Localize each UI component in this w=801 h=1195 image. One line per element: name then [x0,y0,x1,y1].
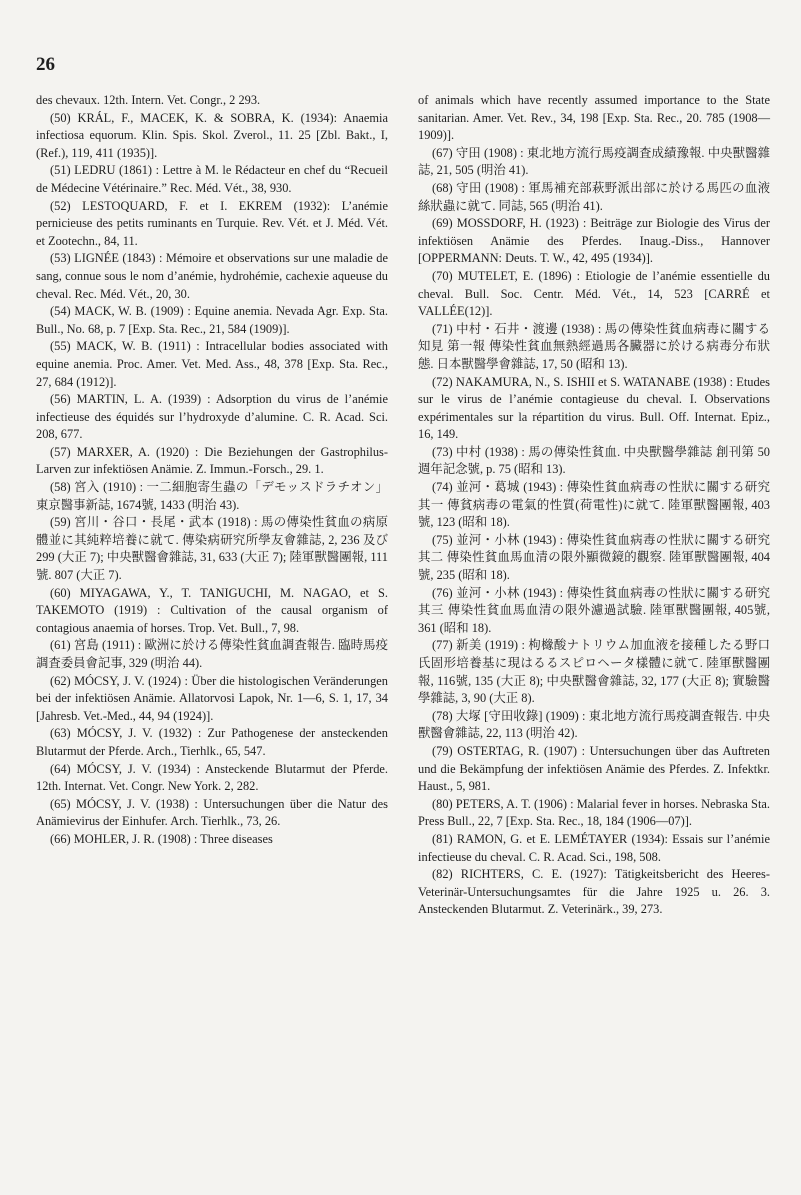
page-number: 26 [36,54,55,75]
reference-entry: (71) 中村・石井・渡邊 (1938) : 馬の傳染性貧血病毒に關する知見 第一報 傳染性貧血無熱經過馬各臟器に於ける病毒分布狀態. 日本獸醫學會雜誌, 17, 50 (昭和 13). [418,321,770,371]
reference-entry: (80) PETERS, A. T. (1906) : Malarial fever in horses. Nebraska Sta. Press Bull., 22, 7 [Exp. Sta. Rec., 18, 184 (1906—07)]. [418,796,770,829]
reference-entry: (70) MUTELET, E. (1896) : Etiologie de l’anémie essentielle du cheval. Bull. Soc. Centr. Méd. Vét., 14, 523 [CARRÉ et VALLÉE(12)]. [418,268,770,319]
reference-entry: (74) 並河・葛城 (1943) : 傳染性貧血病毒の性狀に關する研究 其一 傳貧病毒の電氣的性質(荷電性)に就て. 陸軍獸醫團報, 403號, 123 (昭和 18). [418,480,770,530]
reference-column-left [36,92,388,849]
reference-entry: (59) 宮川・谷口・長尾・武本 (1918) : 馬の傳染性貧血の病原體並に其純粹培養に就て. 傳染病研究所學友會雜誌, 2, 236 及び 299 (大正 7); 中央獸醫會雜誌, 31, 633 (大正 7); 陸軍獸醫團報, 111號. 807 (大正 7). [36,515,388,583]
reference-entry: (52) LESTOQUARD, F. et I. EKREM (1932): L’anémie pernicieuse des petits ruminants en Turquie. Rev. Vét. et J. Méd. Vét. et Zootechn., 84, 11. [36,198,388,248]
reference-entry: (57) MARXER, A. (1920) : Die Beziehungen der Gastrophilus-Larven zur infektiösen Anämie. Z. Immun.-Forsch., 29. 1. [36,444,388,477]
reference-entry: (55) MACK, W. B. (1911) : Intracellular bodies associated with equine anemia. Proc. Amer. Vet. Med. Ass., 48, 378 [Exp. Sta. Rec., 27, 684 (1912)]. [36,339,388,389]
reference-entry: (50) KRÁL, F., MACEK, K. & SOBRA, K. (1934): Anaemia infectiosa equorum. Klin. Spis. Skol. Zverol., 11. 25 [Zbl. Bakt., I, (Ref.), 119, 411 (1935)]. [36,110,388,160]
reference-entry: (64) MÓCSY, J. V. (1934) : Ansteckende Blutarmut der Pferde. 12th. Internat. Vet. Congr. New York. 2, 282. [36,761,388,794]
reference-entry: (67) 守田 (1908) : 東北地方流行馬疫調査成績豫報. 中央獸醫雜誌, 21, 505 (明治 41). [418,145,770,178]
reference-entry: (78) 大塚 [守田收錄] (1909) : 東北地方流行馬疫調査報告. 中央獸醫會雜誌, 22, 113 (明治 42). [418,708,770,741]
reference-entry: (81) RAMON, G. et E. LEMÉTAYER (1934): Essais sur l’anémie infectieuse du cheval. C. R. Acad. Sci., 198, 508. [418,831,770,864]
reference-entry: (63) MÓCSY, J. V. (1932) : Zur Pathogenese der ansteckenden Blutarmut der Pferde. Arch., Tierhlk., 65, 547. [36,726,388,758]
reference-entry: (58) 宮入 (1910) : 一二細胞寄生蟲の「デモッスドラチオン」東京醫事新誌, 1674號, 1433 (明治 43). [36,480,388,512]
reference-entry: (51) LEDRU (1861) : Lettre à M. le Rédacteur en chef du “Recueil de Médecine Vétérinaire.” Rec. Méd. Vét., 38, 930. [36,163,388,195]
reference-entry: (60) MIYAGAWA, Y., T. TANIGUCHI, M. NAGAO, et S. TAKEMOTO (1919) : Cultivation of the causal organism of contagious anaemia of horses. Trop. Vet. Bull., 7, 98. [36,585,388,635]
reference-entry: (53) LIGNÉE (1843) : Mémoire et observations sur une maladie de sang, connue sous le nom d’anémie, hydrohémie, cachexie aqueuse du cheval. Rec. Méd. Vét., 20, 30. [36,251,388,301]
reference-entry: (77) 新美 (1919) : 枸櫞酸ナトリウム加血液を接種したる野口氏固形培養基に現はるるスピロヘータ樣體に就て. 陸軍獸醫團報, 116號, 135 (大正 8); 中央獸醫會雜誌, 32, 177 (大正 8); 實驗醫學雜誌, 3, 90 (大正 8). [418,638,770,706]
reference-entry: (61) 宮島 (1911) : 歐洲に於ける傳染性貧血調査報告. 臨時馬疫調査委員會記事, 329 (明治 44). [36,638,388,670]
reference-entry: (76) 並河・小林 (1943) : 傳染性貧血病毒の性狀に關する研究 其三 傳染性貧血馬血清の限外濾過試驗. 陸軍獸醫團報, 405號, 361 (昭和 18). [418,585,770,635]
reference-entry: des chevaux. 12th. Intern. Vet. Congr., 2 293. [36,93,261,107]
reference-entry: (62) MÓCSY, J. V. (1924) : Über die histologischen Veränderungen bei der infektiösen Anämie. Allatorvosi Lapok, Nr. 1—6, S. 1, 17, 34 [Jahresb. Vet.-Med., 44, 94 (1924)]. [36,673,388,723]
reference-entry: (54) MACK, W. B. (1909) : Equine anemia. Nevada Agr. Exp. Sta. Bull., No. 68, p. 7 [Exp. Sta. Rec., 21, 584 (1909)]. [36,304,388,336]
reference-entry: (73) 中村 (1938) : 馬の傳染性貧血. 中央獸醫學雜誌 創刊第 50 週年記念號, p. 75 (昭和 13). [418,444,770,477]
reference-entry: (56) MARTIN, L. A. (1939) : Adsorption du virus de l’anémie infectieuse des équidés sur l’hydroxyde d’alumine. C. R. Acad. Sci. 208, 677. [36,392,388,442]
reference-entry: (69) MOSSDORF, H. (1923) : Beiträge zur Biologie des Virus der infektiösen Anämie des Pferdes. Inaug.-Diss., Hannover [OPPERMANN: Deuts. T. W., 42, 495 (1934)]. [418,216,770,266]
reference-entry: (68) 守田 (1908) : 軍馬補充部萩野派出部に於ける馬匹の血液絲狀蟲に就て. 同誌, 565 (明治 41). [418,180,770,213]
reference-entry: (72) NAKAMURA, N., S. ISHII et S. WATANABE (1938) : Etudes sur le virus de l’anémie contagieuse du cheval. I. Observations expérimentales sur la répartition du virus. Bull. Off. Internat. Epiz., 16, 149. [418,374,770,442]
reference-entry: (82) RICHTERS, C. E. (1927): Tätigkeitsbericht des Heeres-Veterinär-Untersuchungsamtes für die Jahre 1925 u. 26. 3. Ansteckenden Blutarmut. Z. Veterinärk., 39, 273. [418,867,770,917]
reference-column-right [418,92,770,919]
reference-entry: (75) 並河・小林 (1943) : 傳染性貧血病毒の性狀に關する研究 其二 傳染性貧血馬血清の限外顯微鏡的觀察. 陸軍獸醫團報, 404號, 235 (昭和 18). [418,532,770,583]
reference-entry: (65) MÓCSY, J. V. (1938) : Untersuchungen über die Natur des Anämievirus der Einhufer. Arch. Tierhlk., 73, 26. [36,796,388,829]
reference-entry: (79) OSTERTAG, R. (1907) : Untersuchungen über das Auftreten und die Bekämpfung der infektiösen Anämie des Pferdes. Z. Infektkr. Haust., 5, 981. [418,743,770,794]
reference-entry: (66) MOHLER, J. R. (1908) : Three diseases [50,831,273,846]
reference-entry: of animals which have recently assumed importance to the State sanitarian. Amer. Vet. Rev., 34, 198 [Exp. Sta. Rec., 20. 785 (1908—1909)]. [418,93,770,143]
